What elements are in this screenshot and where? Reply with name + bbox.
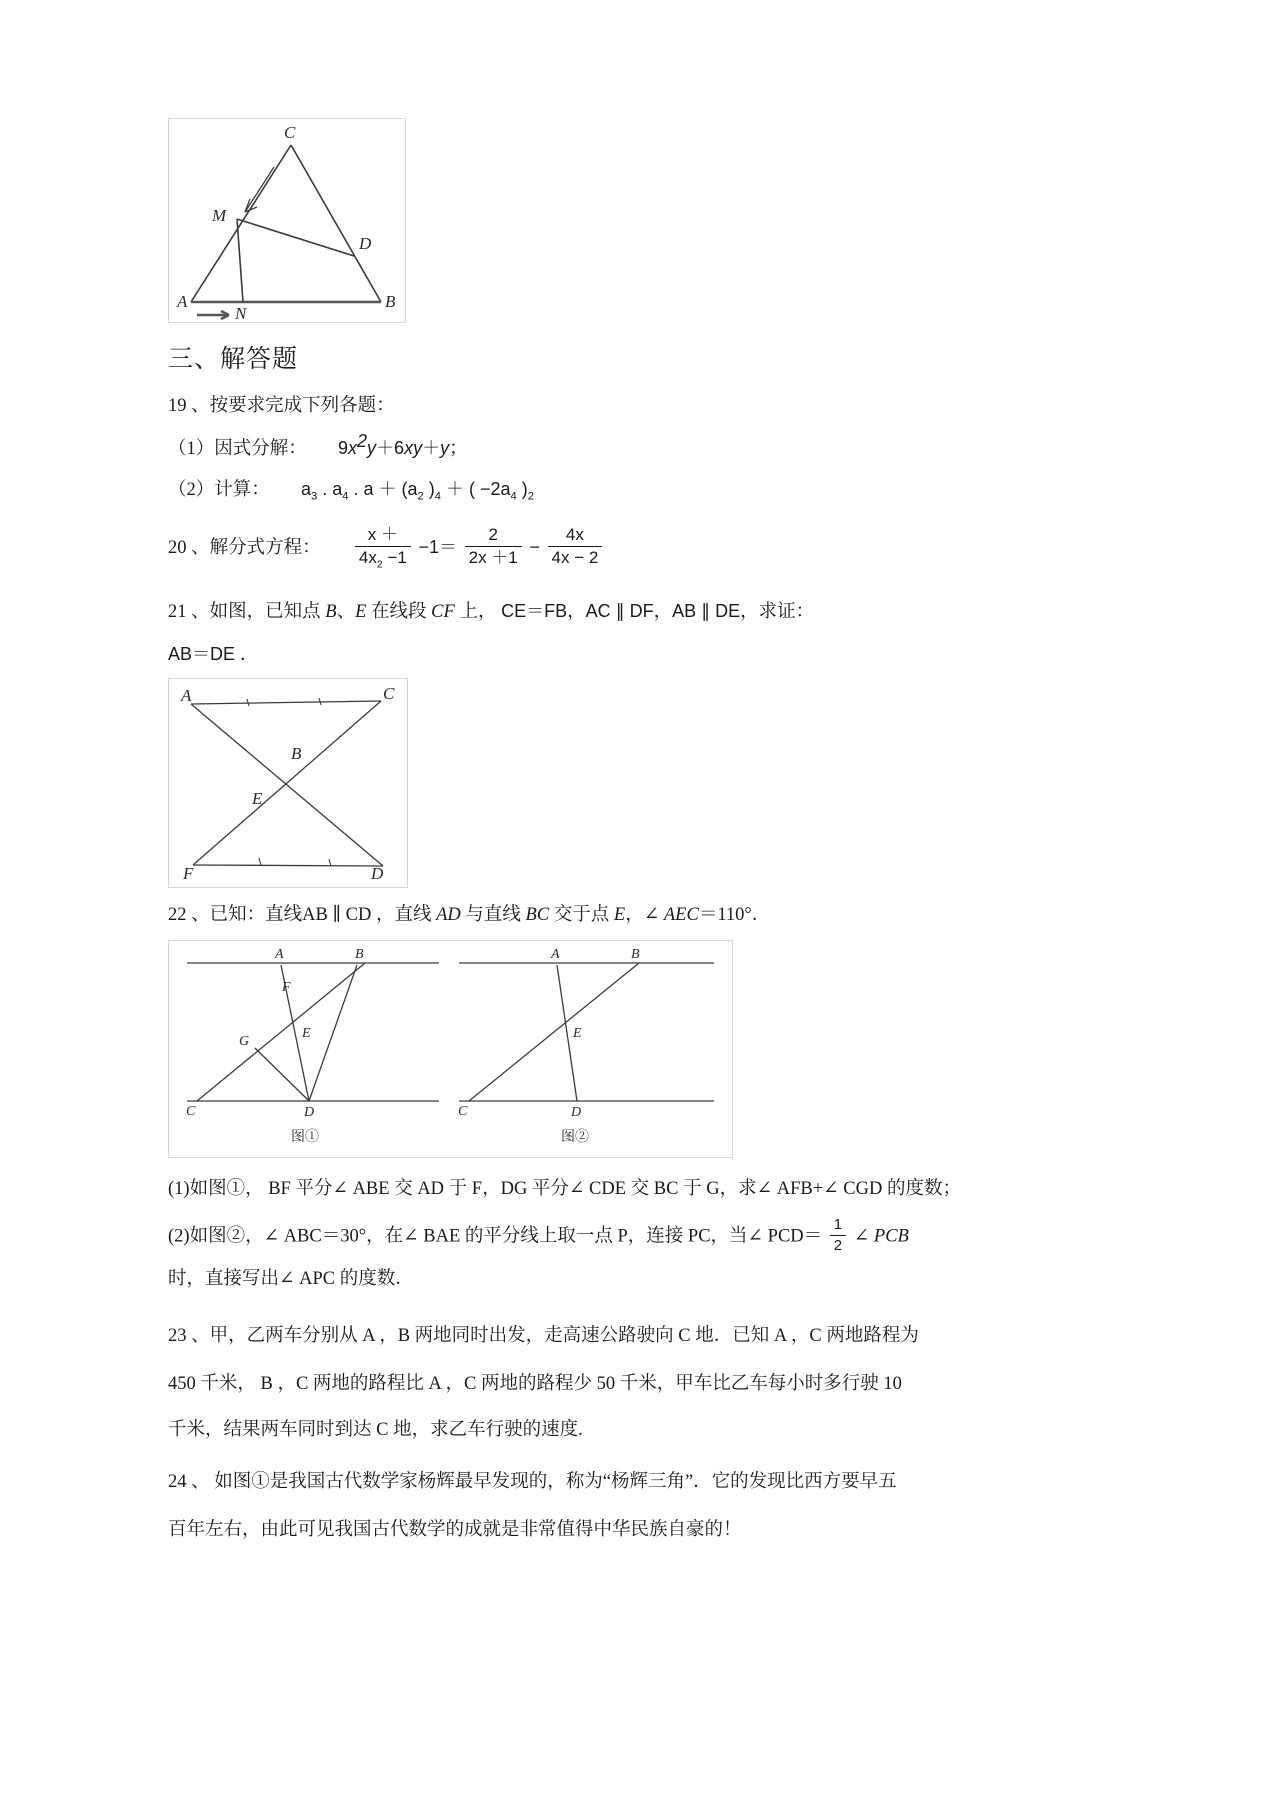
q22-angle-aec: AEC (663, 905, 699, 926)
label-a-left: A (275, 947, 284, 963)
question-22-part-2-cont: 时，直接写出∠ APC 的度数． (168, 1269, 414, 1290)
q20-fraction-3 (548, 525, 603, 568)
question-24-line-1: 24 、 如图①是我国古代数学家杨辉最早发现的，称为“杨辉三角”．它的发现比西方要早五 (168, 1472, 897, 1493)
figure-triangle-mn-svg (169, 119, 405, 322)
q19-p2-expr: $a_3$ . $a_4$ . $a + (a_2$ )$_4$ ＋ ( $-2a_4$ )$_2$ (301, 479, 534, 503)
q22-p2-text-b: ∠ PCB (853, 1226, 909, 1247)
question-19-stem: 19 、按要求完成下列各题： (168, 396, 395, 416)
q21-conclusion: AB＝DE ． (168, 644, 259, 665)
q20-frac3-num: 4x (565, 525, 584, 544)
figure-parallel-lines-pair (168, 940, 733, 1158)
label-b: B (291, 744, 302, 764)
q21-sep-2: ， (567, 602, 586, 623)
q19-p1-coef: 9 (338, 438, 349, 458)
question-22-part-2 (168, 1218, 1098, 1256)
q22-mid-1: 与直线 (460, 905, 526, 926)
label-d-right: D (571, 1105, 582, 1121)
q22-line-ad: AD (436, 905, 461, 926)
q19-p1-exp: 2 (357, 430, 368, 451)
q22-p2-frac-num: 1 (833, 1216, 843, 1234)
q19-p2-label: （2）计算： (168, 480, 270, 500)
question-19-part-1 (168, 431, 1098, 466)
q21-mid-1: 在线段 (366, 602, 432, 623)
label-f: F (183, 864, 194, 884)
section-heading: 三、解答题 (168, 346, 299, 373)
label-e: E (252, 789, 263, 809)
q21-cond-ce-fb: CE＝FB (501, 601, 568, 622)
q22-prefix: 22 、已知：直线AB ∥ CD ，直线 (168, 905, 437, 926)
q21-suffix: ，求证： (740, 602, 815, 623)
caption-figure-1: 图① (291, 1128, 319, 1145)
question-22-part-1: (1)如图①， BF 平分∠ ABE 交 AD 于 F，DG 平分∠ CDE 交 BC 于 G，求∠ AFB+∠ CGD 的度数； (168, 1179, 961, 1200)
label-a: A (177, 292, 188, 311)
label-c-left: C (186, 1104, 196, 1120)
label-d: D (371, 864, 384, 884)
page-content (168, 118, 1098, 1556)
question-23-line-3: 千米，结果两车同时到达 C 地，求乙车行驶的速度. (168, 1420, 583, 1441)
q22-line-bc: BC (525, 905, 550, 926)
q21-point-b: B (325, 602, 337, 623)
label-d: D (359, 234, 372, 253)
q21-prefix: 21 、如图，已知点 (168, 602, 326, 623)
caption-figure-2: 图② (561, 1128, 589, 1145)
label-b: B (385, 292, 396, 311)
question-22-stem (168, 898, 1098, 932)
figure-triangle-mn (168, 118, 406, 323)
label-m: M (212, 206, 227, 225)
q19-p1-x: x (348, 438, 358, 458)
question-24-line-2: 百年左右，由此可见我国古代数学的成就是非常值得中华民族自豪的！ (168, 1520, 742, 1541)
q20-minus-sign: − (529, 536, 540, 557)
q21-mid-2: 上， (454, 602, 502, 623)
question-21-line-2 (168, 637, 1098, 672)
label-b-left: B (355, 947, 364, 963)
q19-p1-coef-2: 6 (394, 438, 405, 458)
label-n: N (235, 304, 247, 322)
figure-z-svg (169, 679, 407, 887)
question-19-part-2 (168, 472, 1098, 507)
question-23-line-1: 23 、甲，乙两车分别从 A ，B 两地同时出发，走高速公路驶向 C 地．已知 A ，C 两地路程为 (168, 1326, 919, 1347)
label-g-left: G (239, 1034, 250, 1050)
q21-point-e: E (355, 602, 367, 623)
q20-frac1-num: x ＋ (367, 525, 398, 544)
q21-cond-ac-df: AC ∥ DF (585, 601, 654, 622)
q21-cond-ab-de: AB ∥ DE (672, 601, 741, 622)
q19-p1-semicolon: ； (449, 439, 468, 459)
q20-frac1-den: $4x_2 -1$ (355, 546, 411, 568)
q19-p1-plus-2: ＋ (422, 438, 441, 458)
q20-frac2-num: 2 (488, 525, 498, 544)
q20-fraction-2 (465, 525, 522, 568)
q22-point-e: E (613, 905, 626, 926)
q20-stem: 20 、解分式方程： (168, 537, 321, 558)
q22-mid-2: 交于点 (549, 905, 614, 926)
q20-minus-one: −1＝ (418, 536, 457, 557)
q22-mid-3: ，∠ (625, 905, 664, 926)
q19-p1-xy: xy (404, 438, 423, 458)
label-a: A (181, 686, 192, 706)
label-c-right: C (458, 1104, 468, 1120)
label-a-right: A (551, 947, 560, 963)
q19-p1-y2: y (440, 438, 450, 458)
q20-frac2-den: 2x ＋1 (465, 546, 522, 568)
q19-p1-y: y (367, 438, 377, 458)
question-23-line-2: 450 千米， B ，C 两地的路程比 A ，C 两地的路程少 50 千米，甲车比乙车每小时多行驶 10 (168, 1374, 902, 1395)
q21-sep-1: 、 (336, 602, 356, 623)
q21-segment-cf: CF (431, 602, 455, 623)
label-f-left: F (282, 980, 291, 996)
q19-p1-plus-1: ＋ (376, 438, 395, 458)
q22-p2-text-a: (2)如图②，∠ ABC＝30°，在∠ BAE 的平分线上取一点 P，连接 PC，当∠ PCD＝ (168, 1226, 823, 1247)
figure-parallel-pair-svg (169, 941, 732, 1157)
label-d-left: D (304, 1105, 315, 1121)
label-e-right: E (573, 1026, 582, 1042)
q22-p2-frac-den: 2 (830, 1235, 846, 1255)
q22-angle-value: ＝110°． (698, 905, 771, 926)
q19-p1-label: （1）因式分解： (168, 439, 307, 459)
q20-frac3-den: 4x − 2 (548, 546, 603, 568)
question-20 (168, 527, 1098, 570)
q22-p2-fraction-half (830, 1216, 846, 1254)
label-c: C (284, 123, 296, 142)
label-b-right: B (631, 947, 640, 963)
label-c: C (383, 684, 395, 704)
label-e-left: E (302, 1026, 311, 1042)
q20-fraction-1 (355, 525, 411, 571)
figure-z-shape (168, 678, 408, 888)
q21-sep-3: ， (653, 602, 673, 623)
question-21-line-1 (168, 594, 1098, 629)
